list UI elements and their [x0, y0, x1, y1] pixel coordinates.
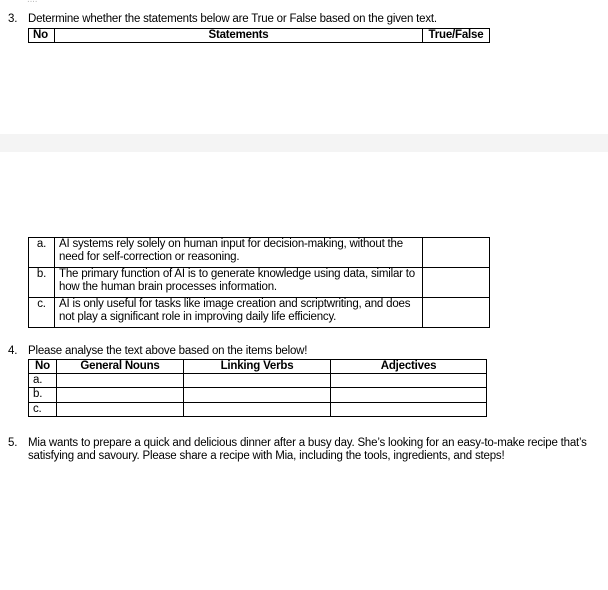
- q3-prompt: Determine whether the statements below are True or False based on the given text.: [28, 13, 437, 25]
- q4-analysis-table: [28, 359, 487, 417]
- q4-adjectives-cell[interactable]: [331, 402, 487, 416]
- table-row: [29, 238, 490, 268]
- q4-header-verbs: Linking Verbs: [184, 360, 331, 374]
- q3-row-answer-cell[interactable]: [423, 238, 490, 268]
- q4-verbs-cell[interactable]: [184, 374, 331, 388]
- page-fragment: [27, 0, 37, 6]
- q4-header-adjectives: Adjectives: [331, 360, 487, 374]
- q4-verbs-cell[interactable]: [184, 388, 331, 402]
- q4-nouns-cell[interactable]: [57, 374, 184, 388]
- q4-nouns-cell[interactable]: [57, 402, 184, 416]
- q3-row-no: c.: [29, 298, 55, 328]
- q3-row-answer-cell[interactable]: [423, 268, 490, 298]
- q4-adjectives-cell[interactable]: [331, 374, 487, 388]
- q4-row-no: b.: [29, 388, 57, 402]
- q5-prompt: Mia wants to prepare a quick and delicious dinner after a busy day. She’s looking for an easy-to-make recipe that’s satisfying and savoury. Please share a recipe with Mia, including the tools, ingredients, and steps!: [28, 437, 587, 463]
- q4-verbs-cell[interactable]: [184, 402, 331, 416]
- q3-header-statements: Statements: [55, 29, 423, 43]
- table-row: [29, 374, 487, 388]
- table-row: [29, 388, 487, 402]
- q3-header-table: [28, 28, 490, 43]
- table-row: [29, 268, 490, 298]
- q3-row-statement: AI systems rely solely on human input for decision-making, without the need for self-correction or reasoning.: [55, 238, 423, 268]
- q3-header-no: No: [29, 29, 55, 43]
- q3-row-no: a.: [29, 238, 55, 268]
- q4-row-no: a.: [29, 374, 57, 388]
- q3-row-no: b.: [29, 268, 55, 298]
- page-break-band: [0, 134, 608, 152]
- q4-row-no: c.: [29, 402, 57, 416]
- q4-header-no: No: [29, 360, 57, 374]
- q3-row-statement: The primary function of AI is to generate knowledge using data, similar to how the human brain processes information.: [55, 268, 423, 298]
- q3-row-statement: AI is only useful for tasks like image creation and scriptwriting, and does not play a significant role in improving daily life efficiency.: [55, 298, 423, 328]
- q3-row-answer-cell[interactable]: [423, 298, 490, 328]
- q4-prompt: Please analyse the text above based on the items below!: [28, 345, 308, 357]
- q3-number: 3.: [8, 13, 18, 25]
- table-row: [29, 402, 487, 416]
- q3-statements-table: [28, 237, 490, 328]
- q4-header-nouns: General Nouns: [57, 360, 184, 374]
- q4-number: 4.: [8, 345, 18, 357]
- q4-nouns-cell[interactable]: [57, 388, 184, 402]
- q5-number: 5.: [8, 437, 18, 449]
- table-row: [29, 298, 490, 328]
- q4-adjectives-cell[interactable]: [331, 388, 487, 402]
- q3-header-true-false: True/False: [423, 29, 490, 43]
